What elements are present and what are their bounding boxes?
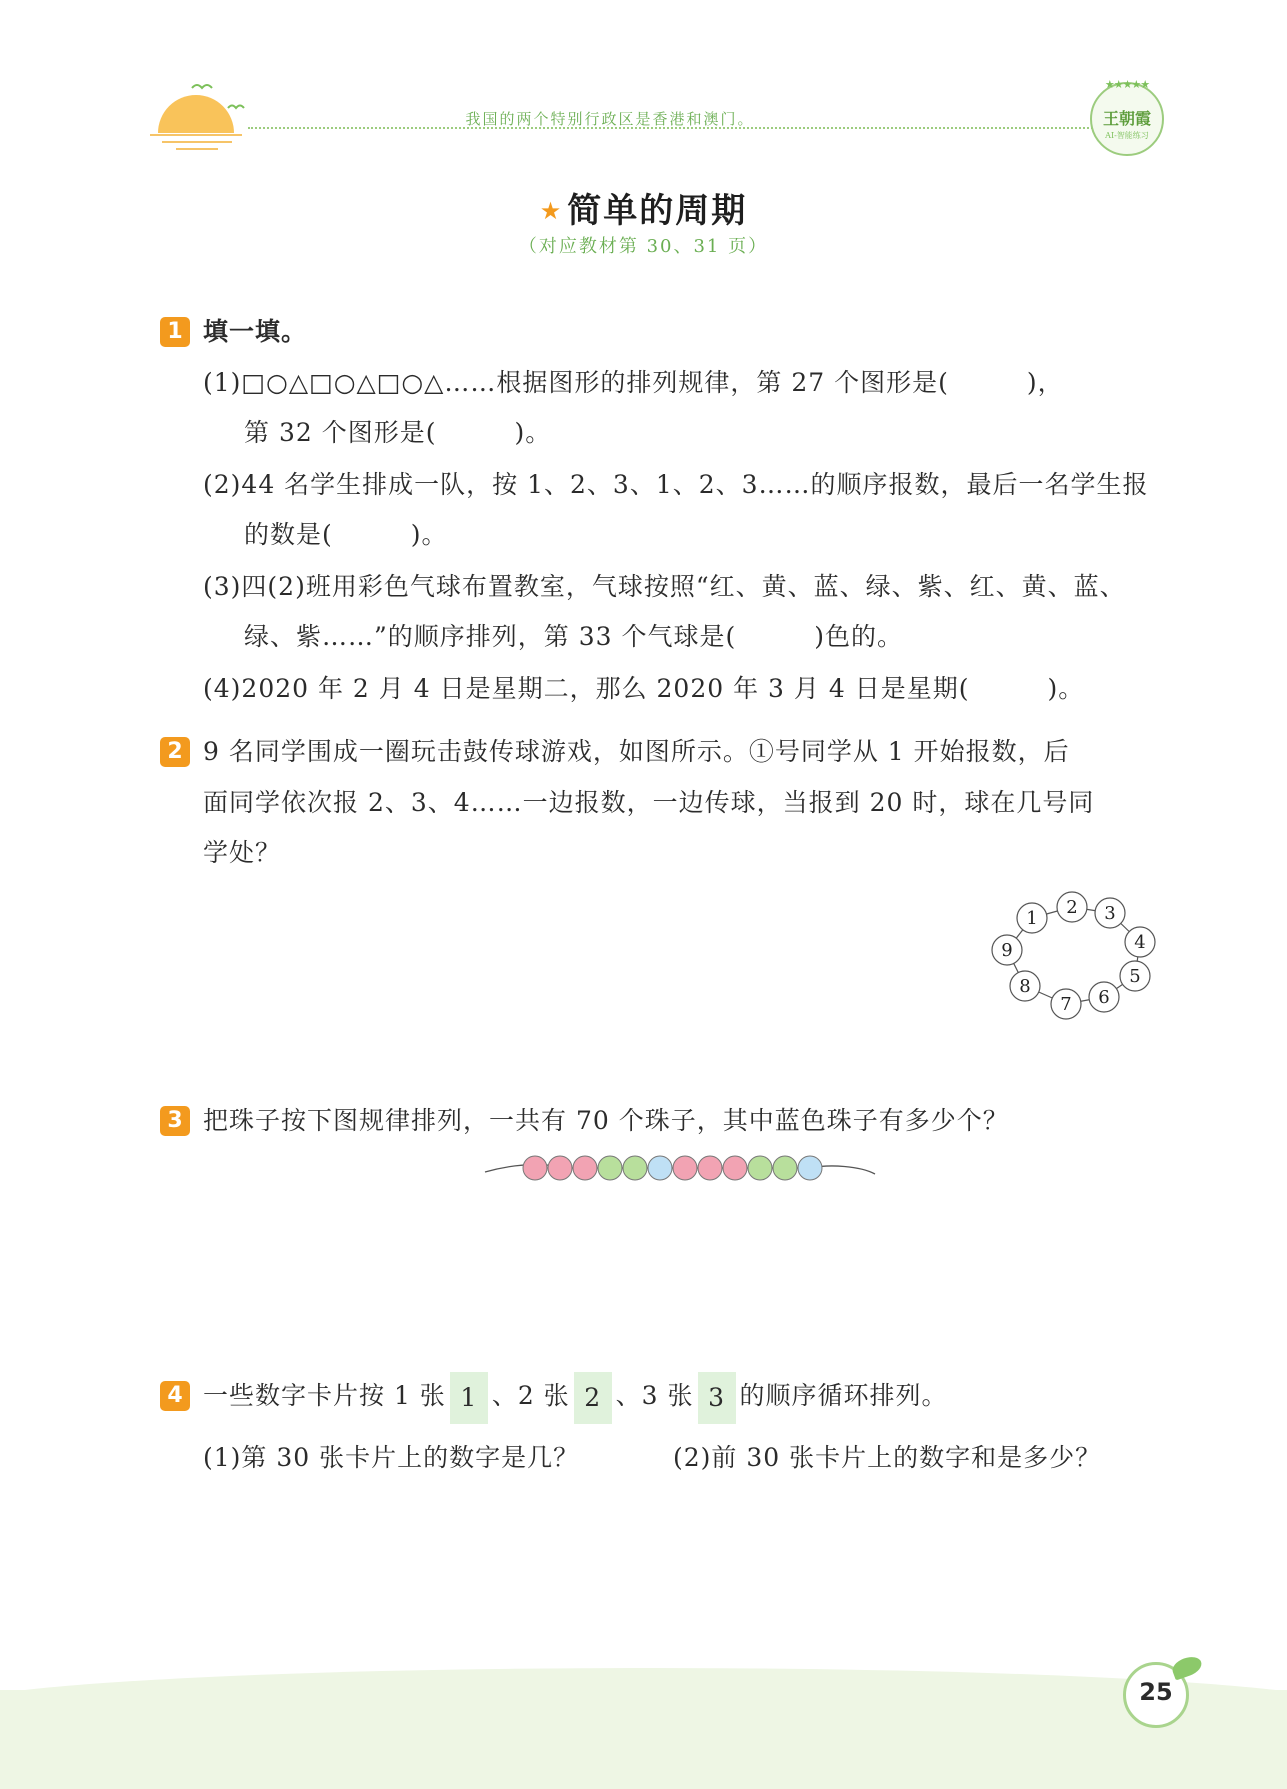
- bead: [748, 1156, 772, 1180]
- bead: [648, 1156, 672, 1180]
- question-1-line: 的数是( )。: [244, 520, 448, 549]
- number-card-1: 1: [450, 1372, 488, 1424]
- question-1-line: (3)四(2)班用彩色气球布置教室，气球按照“红、黄、蓝、绿、紫、红、黄、蓝、: [203, 572, 1126, 601]
- badge-text: 王朝霞: [1102, 109, 1151, 128]
- bead: [798, 1156, 822, 1180]
- question-number-1: 1: [160, 317, 190, 347]
- circle-number: 9: [1001, 940, 1013, 961]
- horizon-line: [150, 134, 242, 136]
- bead: [573, 1156, 597, 1180]
- circle-number: 5: [1129, 966, 1141, 987]
- question-4-text-part: 的顺序循环排列。: [739, 1381, 948, 1410]
- question-4-text-part: 、2 张: [491, 1381, 570, 1410]
- page-subtitle: （对应教材第 30、31 页）: [518, 236, 769, 257]
- number-card-3: 3: [698, 1372, 736, 1424]
- footer-band: [0, 1690, 1287, 1789]
- star-icon: ★: [539, 197, 562, 225]
- circle-number: 1: [1026, 908, 1038, 929]
- page-number: 25: [1139, 1678, 1173, 1706]
- question-4-sub-1: (1)第 30 张卡片上的数字是几？: [203, 1443, 580, 1472]
- question-2-line: 面同学依次报 2、3、4……一边报数，一边传球，当报到 20 时，球在几号同: [203, 788, 1095, 817]
- bird-icon: [190, 78, 250, 118]
- page-title: 简单的周期: [567, 191, 748, 231]
- number-card-2: 2: [574, 1372, 612, 1424]
- question-1-heading: 填一填。: [203, 317, 308, 346]
- badge-subtext: AI-智能练习: [1105, 131, 1149, 140]
- question-3-text: 把珠子按下图规律排列，一共有 70 个珠子，其中蓝色珠子有多少个？: [203, 1106, 1009, 1135]
- bead: [773, 1156, 797, 1180]
- circle-number: 3: [1104, 903, 1116, 924]
- question-number-3: 3: [160, 1106, 190, 1136]
- question-2-line: 学处？: [203, 838, 282, 867]
- bead: [598, 1156, 622, 1180]
- question-4-text-part: 一些数字卡片按 1 张: [203, 1381, 446, 1410]
- question-4-text: [203, 1370, 948, 1424]
- bead: [623, 1156, 647, 1180]
- bead: [723, 1156, 747, 1180]
- header-motto: 我国的两个特别行政区是香港和澳门。: [465, 110, 755, 128]
- dolphin-icon: [1170, 1653, 1204, 1680]
- circle-number: 2: [1066, 897, 1078, 918]
- question-number-4: 4: [160, 1381, 190, 1411]
- question-2-line: 9 名同学围成一圈玩击鼓传球游戏，如图所示。①号同学从 1 开始报数，后: [203, 737, 1070, 766]
- circle-diagram: [980, 880, 1180, 1030]
- question-1-line: 第 32 个图形是( )。: [244, 418, 552, 447]
- question-1-line: 绿、紫……”的顺序排列，第 33 个气球是( )色的。: [244, 622, 903, 651]
- question-1-line: (2)44 名学生排成一队，按 1、2、3、1、2、3……的顺序报数，最后一名学生报: [203, 470, 1149, 499]
- circle-number: 8: [1019, 976, 1031, 997]
- bead: [673, 1156, 697, 1180]
- question-4-text-part: 、3 张: [615, 1381, 694, 1410]
- question-4-sub-2: (2)前 30 张卡片上的数字和是多少？: [673, 1443, 1102, 1472]
- question-1-line: (4)2020 年 2 月 4 日是星期二，那么 2020 年 3 月 4 日是星期( )。: [203, 674, 1085, 703]
- title-block: [0, 183, 1287, 232]
- brand-badge: [1090, 78, 1164, 156]
- question-number-2: 2: [160, 737, 190, 767]
- circle-number: 7: [1060, 994, 1072, 1015]
- bead: [698, 1156, 722, 1180]
- bead: [548, 1156, 572, 1180]
- horizon-line: [162, 141, 232, 143]
- badge-stars: ★★★★★: [1104, 78, 1150, 91]
- circle-number: 4: [1134, 932, 1146, 953]
- circle-number: 6: [1098, 987, 1110, 1008]
- question-1-line: (1)□○△□○△□○△……根据图形的排列规律，第 27 个图形是( )，: [203, 368, 1064, 397]
- horizon-line: [176, 148, 218, 150]
- bead: [523, 1156, 547, 1180]
- bead-string: [480, 1150, 880, 1190]
